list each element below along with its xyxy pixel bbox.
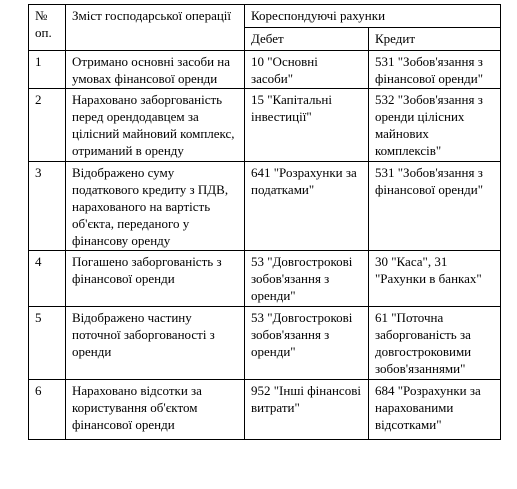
row-number: 6	[29, 380, 66, 440]
row-operation: Нараховано відсотки за користування об'єктом фінансової оренди	[66, 380, 245, 440]
row-debit: 15 "Капітальні інвестиції"	[245, 89, 369, 162]
row-credit: 531 "Зобов'язання з фінансової оренди"	[369, 51, 501, 89]
row-credit: 61 "Поточна заборгованість за довгостроковими зобов'язаннями"	[369, 307, 501, 380]
row-number: 1	[29, 51, 66, 89]
table-row	[29, 380, 501, 440]
row-credit: 30 "Каса", 31 "Рахунки в банках"	[369, 251, 501, 307]
header-number: № оп.	[29, 5, 66, 51]
header-accounts: Кореспондуючі рахунки	[245, 5, 501, 28]
accounting-entries-table	[28, 4, 501, 440]
table-row	[29, 162, 501, 251]
row-credit: 684 "Розрахунки за нарахованими відсотками"	[369, 380, 501, 440]
table-header-row	[29, 5, 501, 28]
row-debit: 53 "Довгострокові зобов'язання з оренди"	[245, 251, 369, 307]
row-operation: Відображено суму податкового кредиту з ПДВ, нарахованого на вартість об'єкта, переданого у фінансову оренду	[66, 162, 245, 251]
row-operation: Нараховано заборгованість перед орендодавцем за цілісний майновий комплекс, отриманий в оренду	[66, 89, 245, 162]
row-number: 2	[29, 89, 66, 162]
header-debit: Дебет	[245, 28, 369, 51]
table-row	[29, 89, 501, 162]
row-credit: 531 "Зобов'язання з фінансової оренди"	[369, 162, 501, 251]
row-debit: 641 "Розрахунки за податками"	[245, 162, 369, 251]
row-debit: 952 "Інші фінансові витрати"	[245, 380, 369, 440]
row-number: 4	[29, 251, 66, 307]
header-credit: Кредит	[369, 28, 501, 51]
header-operation: Зміст господарської операції	[66, 5, 245, 51]
row-operation: Погашено заборгованість з фінансової оренди	[66, 251, 245, 307]
table-row	[29, 251, 501, 307]
row-number: 3	[29, 162, 66, 251]
table-row	[29, 51, 501, 89]
row-debit: 10 "Основні засоби"	[245, 51, 369, 89]
table-row	[29, 307, 501, 380]
row-debit: 53 "Довгострокові зобов'язання з оренди"	[245, 307, 369, 380]
row-operation: Отримано основні засоби на умовах фінансової оренди	[66, 51, 245, 89]
row-number: 5	[29, 307, 66, 380]
row-credit: 532 "Зобов'язання з оренди цілісних майнових комплексів"	[369, 89, 501, 162]
row-operation: Відображено частину поточної заборгованості з оренди	[66, 307, 245, 380]
